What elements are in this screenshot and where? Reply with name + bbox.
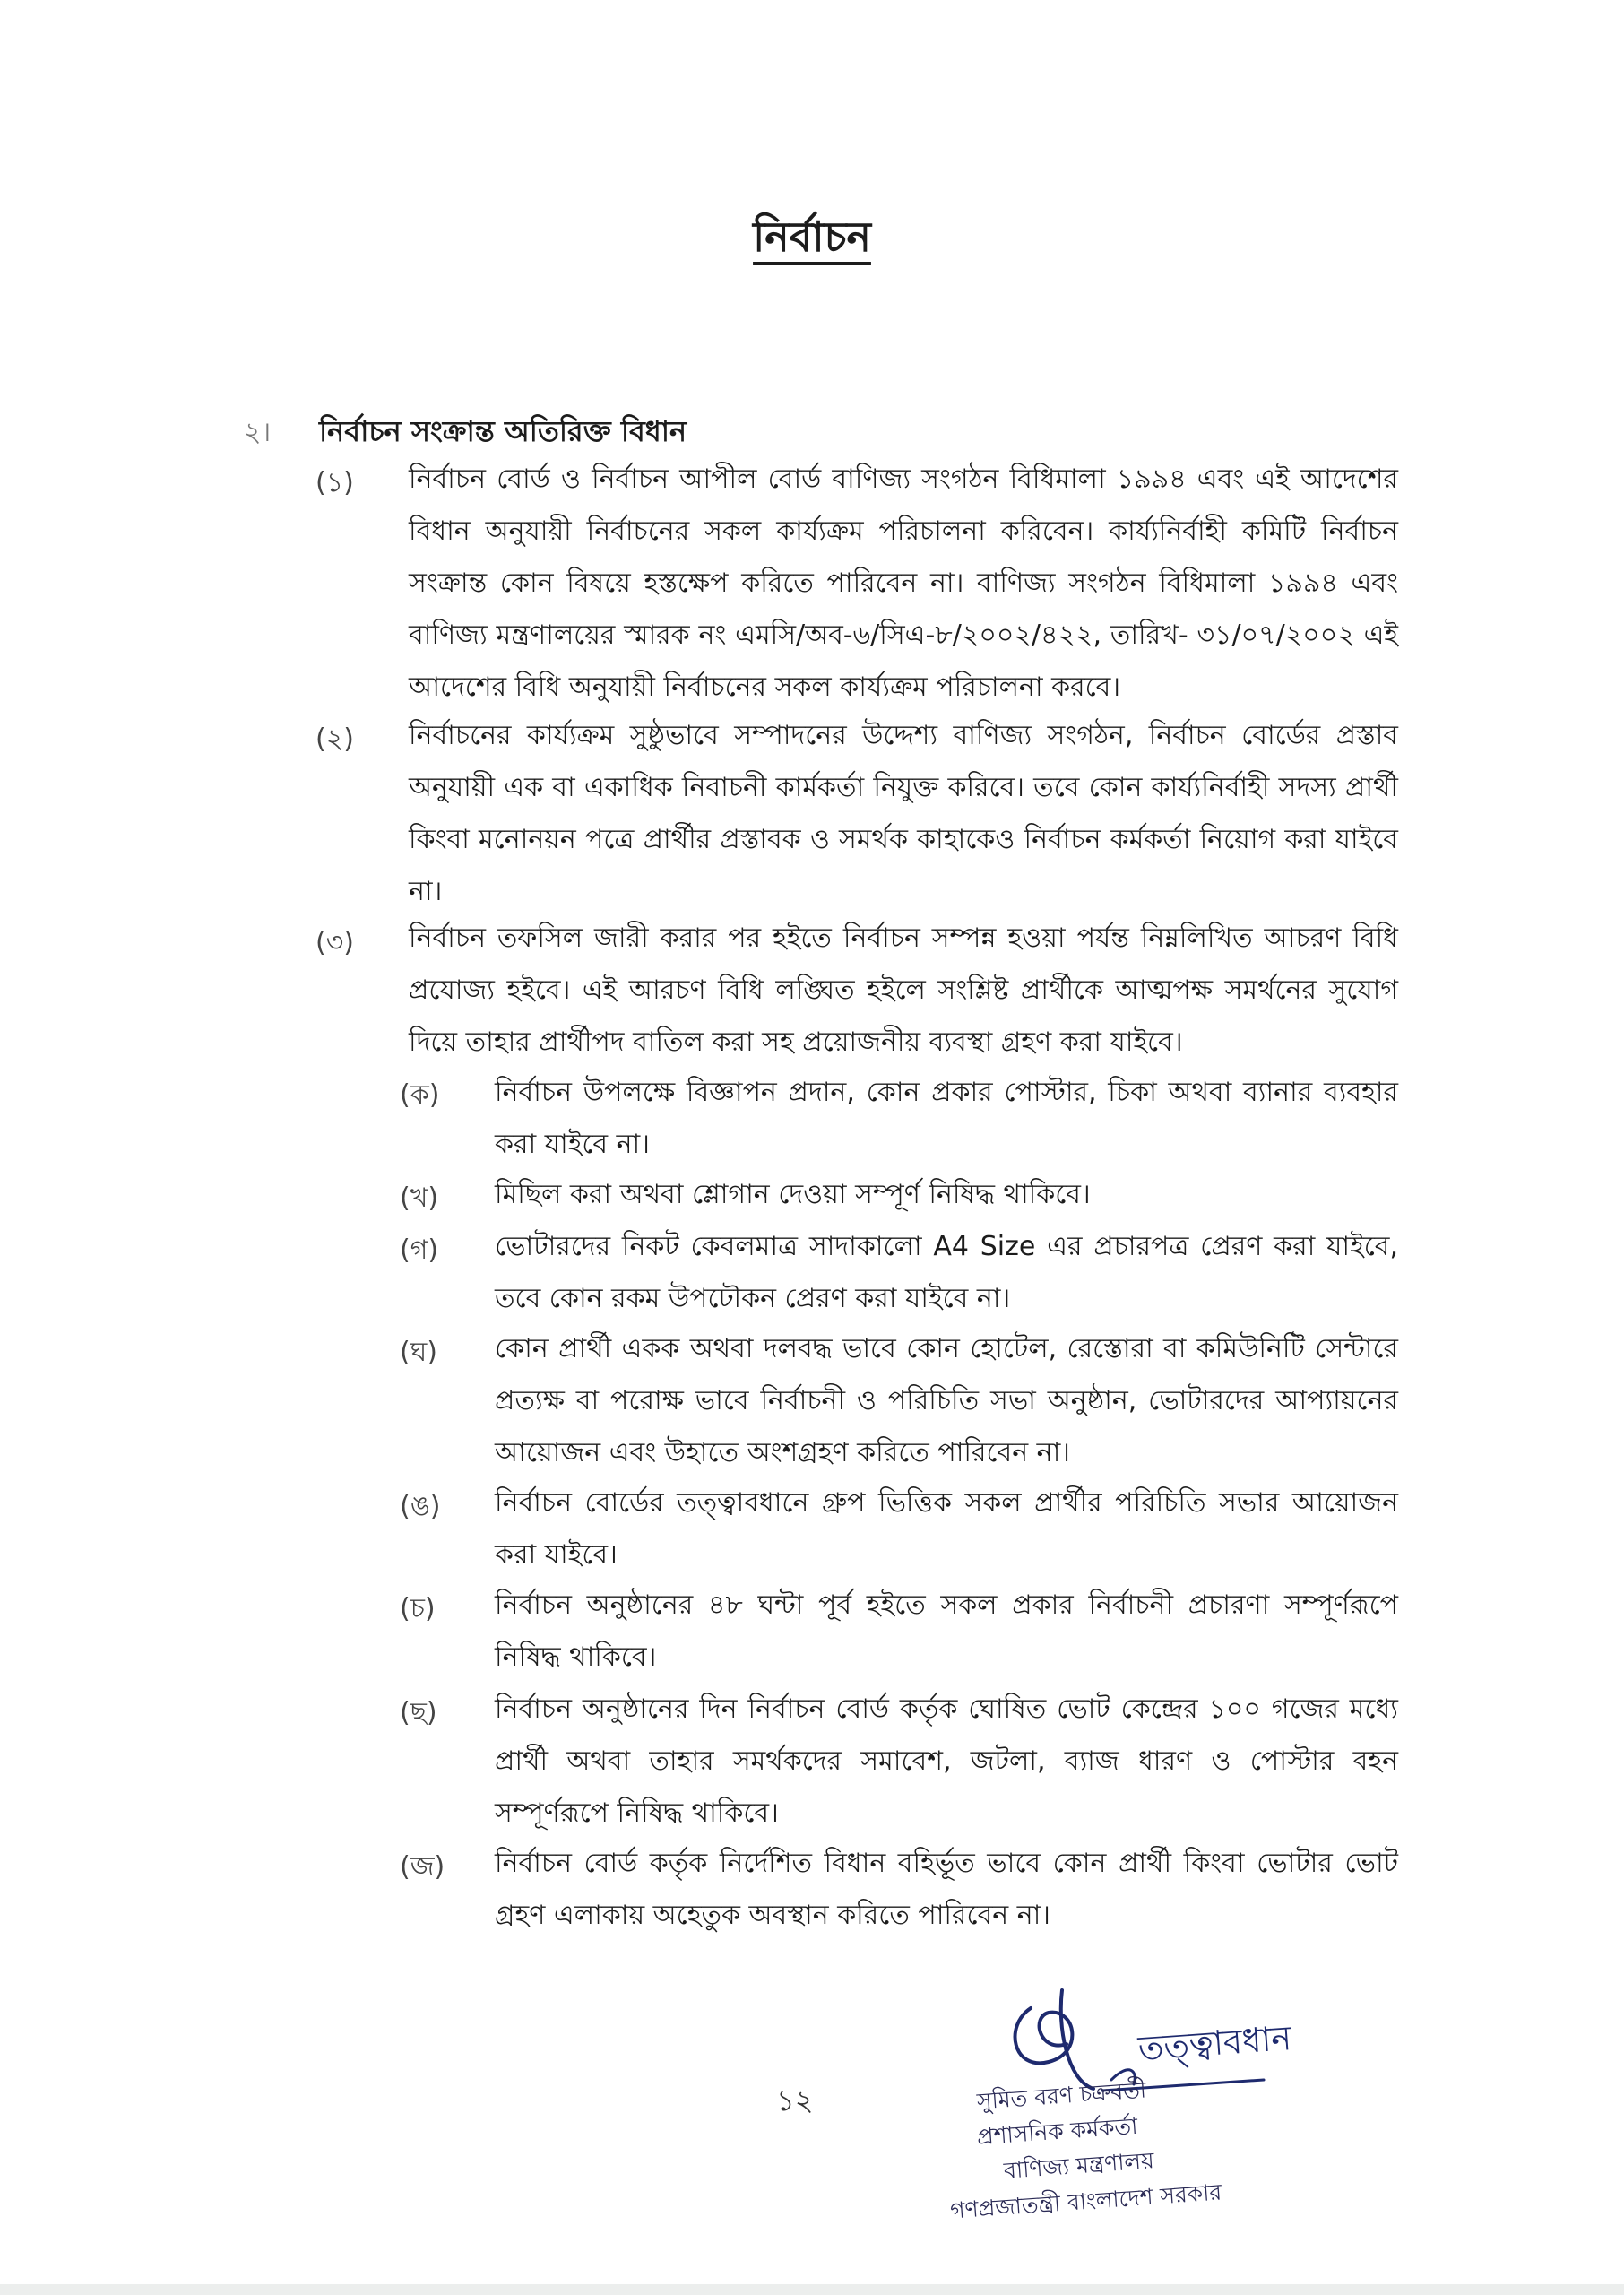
subclause-gha-label: (ঘ)	[400, 1337, 437, 1368]
clause-1-text: নির্বাচন বোর্ড ও নির্বাচন আপীল বোর্ড বাণিজ্য সংগঠন বিধিমালা ১৯৯৪ এবং এই আদেশের বিধান অনুযায়ী নির্বাচনের সকল কার্য্যক্রম পরিচালনা করিবেন। কার্য্যনির্বাহী কমিটি নির্বাচন সংক্রান্ত কোন বিষয়ে হস্তক্ষেপ করিতে পারিবেন না। বাণিজ্য সংগঠন বিধিমালা ১৯৯৪ এবং বাণিজ্য মন্ত্রণালয়ের স্মারক নং এমসি/অব-৬/সিএ-৮/২০০২/৪২২, তারিখ- ৩১/০৭/২০০২ এই আদেশের বিধি অনুযায়ী নির্বাচনের সকল কার্য্যক্রম পরিচালনা করবে।	[409, 463, 1398, 703]
subclause-ja-label: (জ)	[400, 1851, 445, 1883]
signatory-government: গণপ্রজাতন্ত্রী বাংলাদেশ সরকার	[949, 2178, 1222, 2224]
signatory-name: সুমিত বরণ চক্রবর্তী	[976, 2076, 1147, 2115]
clause-3-text: নির্বাচন তফসিল জারী করার পর হইতে নির্বাচন সম্পন্ন হওয়া পর্যন্ত নিম্নলিখিত আচরণ বিধি প্রযোজ্য হইবে। এই আরচণ বিধি লঙ্ঘিত হইলে সংশ্লিষ্ট প্রার্থীকে আত্মপক্ষ সমর্থনের সুযোগ দিয়ে তাহার প্রার্থীপদ বাতিল করা সহ প্রয়োজনীয় ব্যবস্থা গ্রহণ করা যাইবে।	[409, 922, 1398, 1058]
subclause-gha-text: কোন প্রার্থী একক অথবা দলবদ্ধ ভাবে কোন হোটেল, রেস্তোরা বা কমিউনিটি সেন্টারে প্রত্যক্ষ বা পরোক্ষ ভাবে নির্বাচনী ও পরিচিতি সভা অনুষ্ঠান, ভোটারদের আপ্যায়নের আয়োজন এবং উহাতে অংশগ্রহণ করিতে পারিবেন না।	[495, 1333, 1398, 1468]
subclause-chha-text: নির্বাচন অনুষ্ঠানের দিন নির্বাচন বোর্ড কর্তৃক ঘোষিত ভোট কেন্দ্রের ১০০ গজের মধ্যে প্রার্থী অথবা তাহার সমর্থকদের সমাবেশ, জটলা, ব্যাজ ধারণ ও পোস্টার বহন সম্পূর্ণরূপে নিষিদ্ধ থাকিবে।	[495, 1693, 1398, 1829]
subclause-cha-label: (চ)	[400, 1593, 436, 1624]
page-title: নির্বাচন	[753, 212, 871, 261]
signatory-ministry: বাণিজ্য মন্ত্রণালয়	[1003, 2147, 1155, 2184]
section-heading: নির্বাচন সংক্রান্ত অতিরিক্ত বিধান	[319, 414, 687, 448]
subclause-ja-text: নির্বাচন বোর্ড কর্তৃক নির্দেশিত বিধান বহির্ভূত ভাবে কোন প্রার্থী কিংবা ভোটার ভোট গ্রহণ এলাকায় অহেতুক অবস্থান করিতে পারিবেন না।	[495, 1848, 1398, 1931]
clause-2-text: নির্বাচনের কার্য্যক্রম সুষ্ঠুভাবে সম্পাদনের উদ্দেশ্য বাণিজ্য সংগঠন, নির্বাচন বোর্ডের প্রস্তাব অনুযায়ী এক বা একাধিক নিবাচনী কার্মকর্তা নিযুক্ত করিবে। তবে কোন কার্য্যনির্বাহী সদস্য প্রার্থী কিংবা মনোনয়ন পত্রে প্রার্থীর প্রস্তাবক ও সমর্থক কাহাকেও নির্বাচন কর্মকর্তা নিয়োগ করা যাইবে না।	[409, 720, 1398, 907]
clause-1-label: (১)	[315, 467, 354, 498]
signature-handwriting: তত্ত্বাবধান	[1136, 2018, 1293, 2068]
scan-edge	[0, 2284, 1624, 2295]
subclause-nga-label: (ঙ)	[400, 1491, 441, 1522]
signature-block	[949, 1972, 1353, 2268]
subclause-ka-text: নির্বাচন উপলক্ষে বিজ্ঞাপন প্রদান, কোন প্রকার পোস্টার, চিকা অথবা ব্যানার ব্যবহার করা যাইবে না।	[495, 1077, 1398, 1160]
subclause-chha-label: (ছ)	[400, 1697, 437, 1728]
subclause-ga-label: (গ)	[400, 1234, 439, 1266]
subclause-kha-label: (খ)	[400, 1182, 439, 1214]
subclause-ka-label: (ক)	[400, 1079, 440, 1111]
subclause-ga-text: ভোটারদের নিকট কেবলমাত্র সাদাকালো A4 Size এর প্রচারপত্র প্রেরণ করা যাইবে, তবে কোন রকম উপঢৌকন প্রেরণ করা যাইবে না।	[495, 1231, 1398, 1314]
section-number: ২।	[244, 417, 272, 448]
subclause-kha-text: মিছিল করা অথবা শ্লোগান দেওয়া সম্পূর্ণ নিষিদ্ধ থাকিবে।	[495, 1179, 1091, 1210]
clause-2-label: (২)	[315, 723, 354, 755]
subclause-nga-text: নির্বাচন বোর্ডের তত্ত্বাবধানে গ্রুপ ভিত্তিক সকল প্রার্থীর পরিচিতি সভার আয়োজন করা যাইবে।	[495, 1487, 1398, 1571]
signatory-designation: প্রশাসনিক কর্মকর্তা	[976, 2112, 1139, 2151]
page-number: ১২	[776, 2083, 814, 2117]
subclause-cha-text: নির্বাচন অনুষ্ঠানের ৪৮ ঘন্টা পূর্ব হইতে সকল প্রকার নির্বাচনী প্রচারণা সম্পূর্ণরূপে নিষিদ্ধ থাকিবে।	[495, 1589, 1398, 1673]
clause-3-label: (৩)	[315, 927, 354, 958]
